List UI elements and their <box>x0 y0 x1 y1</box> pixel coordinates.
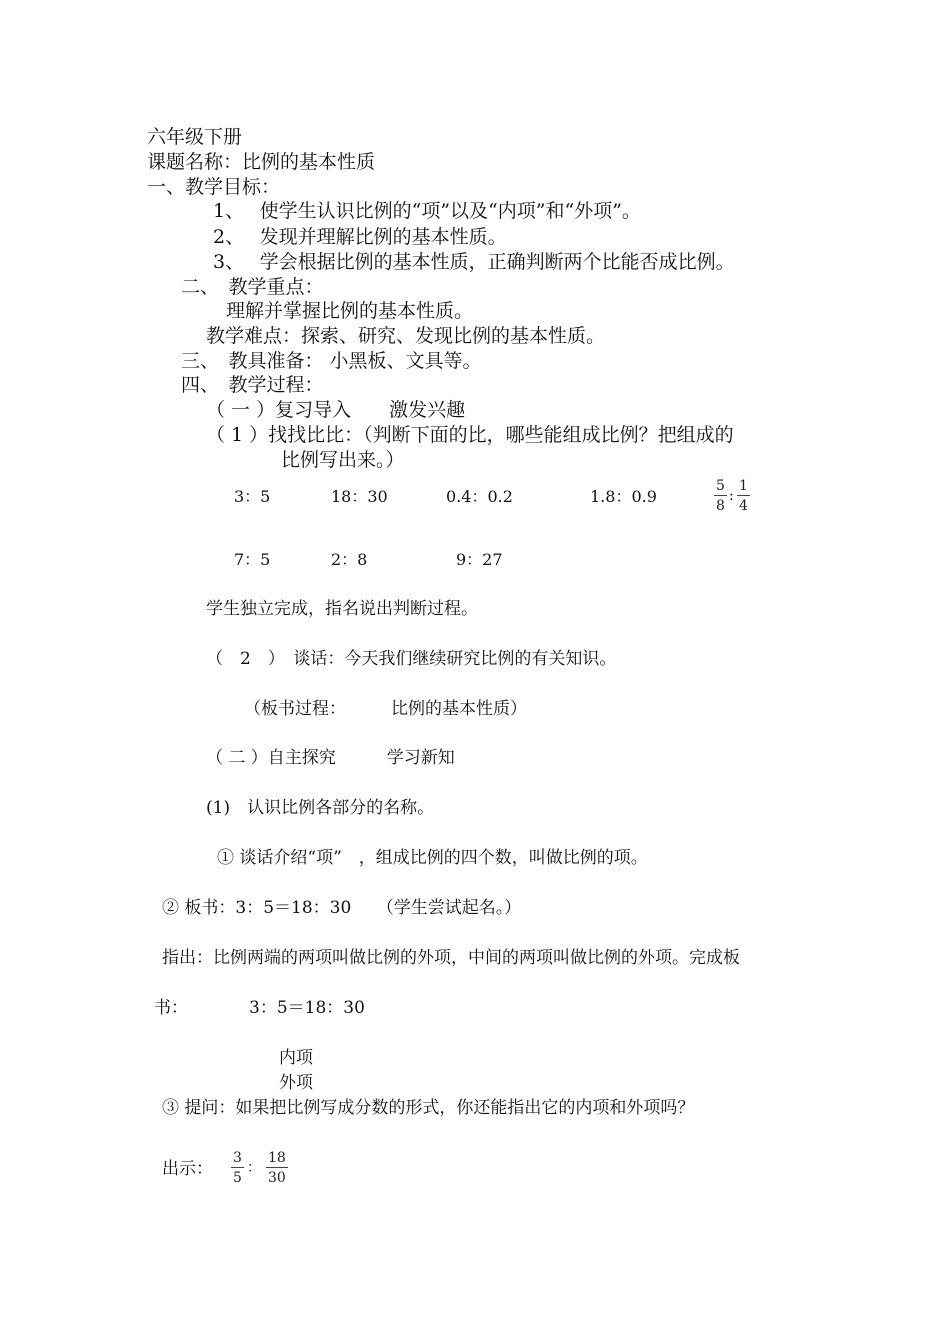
fraction-denominator: 4 <box>739 498 748 514</box>
fraction-numerator: 3 <box>233 1150 242 1166</box>
ratio-item: 7：5 <box>234 550 271 569</box>
part2-heading: （ 二 ）自主探究 学习新知 <box>206 748 455 768</box>
show-label: 出示： <box>162 1159 213 1179</box>
step1: (1) 认识比例各部分的名称。 <box>206 798 435 818</box>
ratio-item: 18：30 <box>331 487 388 506</box>
board-equation: 3：5＝18：30 <box>249 998 365 1018</box>
lesson-title: 课题名称：比例的基本性质 <box>147 151 376 173</box>
tools-line: 三、 教具准备： 小黑板、文具等。 <box>181 350 482 372</box>
outer-terms-label: 外项 <box>279 1073 313 1093</box>
ratio-colon: : <box>729 488 734 504</box>
ratio-item: 2：8 <box>331 550 368 569</box>
item2-talk: （ 2 ） 谈话：今天我们继续研究比例的有关知识。 <box>206 649 617 669</box>
fraction-numerator: 18 <box>268 1150 286 1166</box>
student-work-note: 学生独立完成，指名说出判断过程。 <box>206 599 478 619</box>
key-point-text: 理解并掌握比例的基本性质。 <box>226 300 474 322</box>
objective-2: 2、 发现并理解比例的基本性质。 <box>213 226 507 248</box>
fraction-numerator: 5 <box>716 478 725 494</box>
ratio-colon: ： <box>247 1160 261 1176</box>
board-label: （板书过程： <box>244 699 346 719</box>
board-title: 比例的基本性质） <box>391 699 527 719</box>
fraction-denominator: 30 <box>268 1170 286 1186</box>
fraction-denominator: 5 <box>233 1170 242 1186</box>
fraction-one-quarter <box>737 479 750 513</box>
objective-1: 1、 使学生认识比例的“项”以及“内项”和“外项”。 <box>213 200 641 222</box>
objectives-heading: 一、教学目标： <box>147 176 281 198</box>
step-b: ② 板书：3：5＝18：30 （学生尝试起名。） <box>162 898 522 918</box>
item1-line1: （ 1 ）找找比比：（判断下面的比，哪些能组成比例？把组成的 <box>206 424 734 446</box>
part1-heading: （ 一 ）复习导入 激发兴趣 <box>206 399 466 421</box>
step-c: ③ 提问：如果把比例写成分数的形式，你还能指出它的内项和外项吗？ <box>162 1098 695 1118</box>
fraction-denominator: 8 <box>716 498 725 514</box>
grade-label: 六年级下册 <box>147 126 243 148</box>
objective-3: 3、 学会根据比例的基本性质，正确判断两个比能否成比例。 <box>213 251 735 273</box>
fraction-three-fifths <box>231 1151 244 1185</box>
key-point-heading: 二、 教学重点： <box>181 276 324 298</box>
ratio-item: 3：5 <box>234 487 271 506</box>
ratio-item: 1.8：0.9 <box>590 487 657 506</box>
process-heading: 四、 教学过程： <box>181 374 324 396</box>
item1-line2: 比例写出来。） <box>281 449 405 471</box>
fraction-numerator: 1 <box>739 478 748 494</box>
inner-terms-label: 内项 <box>279 1048 313 1068</box>
ratio-item: 9：27 <box>456 550 503 569</box>
ratio-item: 0.4：0.2 <box>446 487 513 506</box>
board-prefix: 书： <box>154 998 188 1018</box>
fraction-five-eighths <box>714 479 727 513</box>
step-a: ① 谈话介绍“项” ，组成比例的四个数，叫做比例的项。 <box>217 848 648 868</box>
point-out-line: 指出：比例两端的两项叫做比例的外项，中间的两项叫做比例的外项。完成板 <box>162 948 740 968</box>
fraction-eighteen-thirtieths <box>266 1151 288 1185</box>
difficulty-text: 教学难点：探索、研究、发现比例的基本性质。 <box>206 325 606 347</box>
